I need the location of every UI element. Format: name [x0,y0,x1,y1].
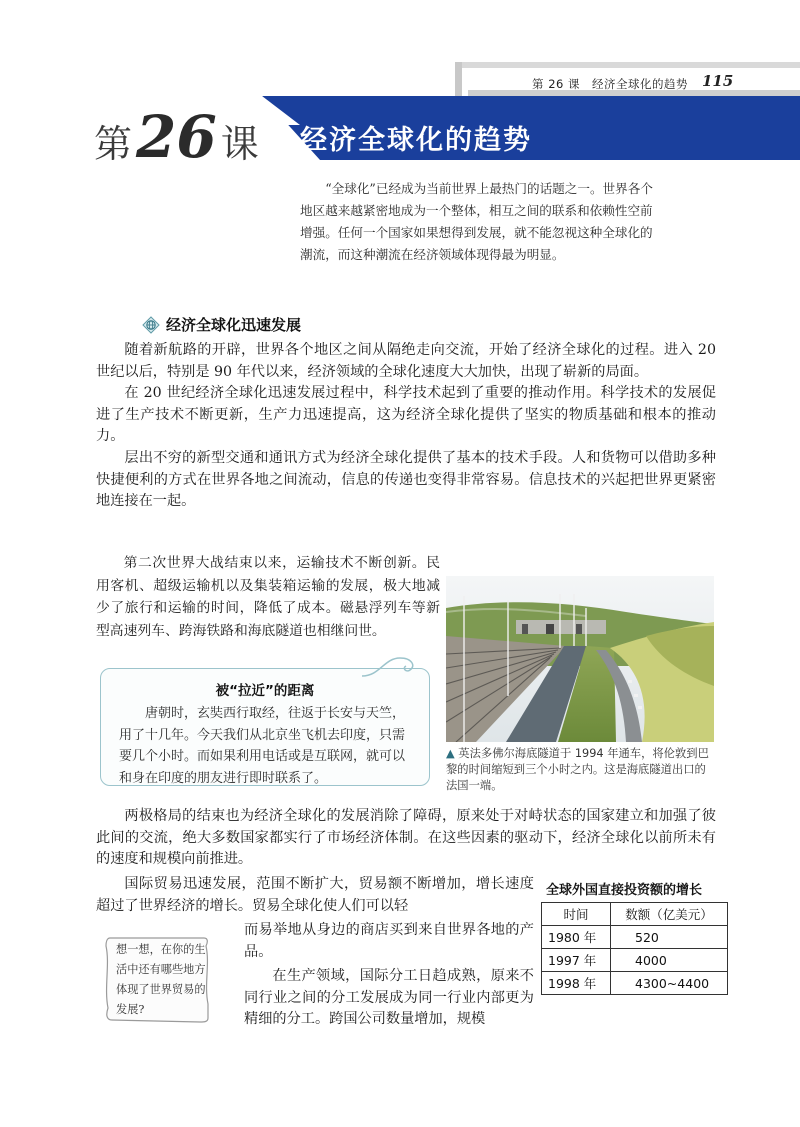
cell-year: 1997 年 [542,949,611,972]
cold-war-text: 两极格局的结束也为经济全球化的发展消除了障碍，原来处于对峙状态的国家建立和加强了彼此间的交流，绝大多数国家都实行了市场经济体制。在这些因素的驱动下，经济全球化以前所未有的速度和规模向前推进。 [96,808,716,868]
photo-caption [446,746,716,794]
lesson-title: 经济全球化的趋势 [300,125,532,156]
production-text: 在生产领域，国际分工日趋成熟，原来不同行业之间的分工发展成为同一行业内部更为精细的分工。跨国公司数量增加，规模 [244,968,534,1028]
fdi-table [541,902,728,995]
section-title: 经济全球化迅速发展 [166,316,302,334]
table-row [542,972,728,995]
transport-text: 第二次世界大战结束以来，运输技术不断创新。民用客机、超级运输机以及集装箱运输的发展，极大地减少了旅行和运输的时间，降低了成本。磁悬浮列车等新型高速列车、跨海铁路和海底隧道也相继问世。 [96,555,440,639]
trade-paragraph-2 [244,920,534,963]
cell-amount: 4000 [611,949,728,972]
globe-icon [142,316,160,334]
lesson-suffix: 课 [220,122,259,166]
cell-year: 1980 年 [542,926,611,949]
production-paragraph [244,966,534,1031]
think-box-text: 想一想，在你的生活中还有哪些地方体现了世界贸易的发展? [116,943,206,1016]
lesson-prefix: 第 [94,122,133,166]
table-row [542,949,728,972]
caption-triangle-icon: ▲ [446,747,455,760]
scroll-ornament-icon [360,650,430,680]
body-paragraphs [96,340,716,513]
cell-amount: 520 [611,926,728,949]
trade-text-1: 国际贸易迅速发展，范围不断扩大，贸易额不断增加，增长速度超过了世界经济的增长。贸易全球化使人们可以轻 [96,876,534,914]
paragraph-3: 层出不穷的新型交通和通讯方式为经济全球化提供了基本的技术手段。人和货物可以借助多种快捷便利的方式在世界各地之间流动，信息的传递也变得非常容易。信息技术的兴起把世界更紧密地连接在一起。 [96,449,716,510]
lesson-label [94,103,259,171]
cell-amount: 4300~4400 [611,972,728,995]
section-heading [142,314,301,335]
cell-year: 1998 年 [542,972,611,995]
col-header-amount: 数额（亿美元） [611,903,728,926]
paragraph-2: 在 20 世纪经济全球化迅速发展过程中，科学技术起到了重要的推动作用。科学技术的发展促进了生产技术不断更新，生产力迅速提高，这为经济全球化提供了坚实的物质基础和根本的推动力。 [96,385,716,445]
lesson-intro [300,178,660,266]
col-header-time: 时间 [542,903,611,926]
lesson-number: 26 [136,103,217,171]
trade-text-2: 而易举地从身边的商店买到来自世界各地的产品。 [244,922,534,960]
trade-paragraph-1 [96,874,534,917]
paragraph-1: 随着新航路的开辟，世界各个地区之间从隔绝走向交流，开始了经济全球化的过程。进入 20 世纪以后，特别是 90 年代以来，经济领域的全球化速度大大加快，出现了崭新的局面。 [96,342,716,380]
page-number: 115 [702,72,734,90]
reading-box-text: 唐朝时，玄奘西行取经，往返于长安与天竺，用了十几年。今天我们从北京坐飞机去印度，只需要几个小时。而如果利用电话或是互联网，就可以和身在印度的朋友进行即时联系了。 [119,706,406,786]
fdi-table-title: 全球外国直接投资额的增长 [546,883,703,898]
cold-war-paragraph [96,806,716,871]
intro-text: “全球化”已经成为当前世界上最热门的话题之一。世界各个地区越来越紧密地成为一个整体，相互之间的联系和依赖性空前增强。任何一个国家如果想得到发展，就不能忽视这种全球化的潮流，而这种潮流在经济领域体现得最为明显。 [300,181,653,262]
reading-box [100,668,430,786]
table-header-row [542,903,728,926]
fdi-table-wrap [541,902,728,995]
channel-tunnel-photo [446,576,714,742]
running-title: 第 26 课 经济全球化的趋势 [532,77,688,91]
reading-box-title: 被“拉近”的距离 [215,683,315,699]
caption-text: 英法多佛尔海底隧道于 1994 年通车，将伦敦到巴黎的时间缩短到三个小时之内。这是海底隧道出口的法国一端。 [446,747,709,792]
table-row [542,926,728,949]
